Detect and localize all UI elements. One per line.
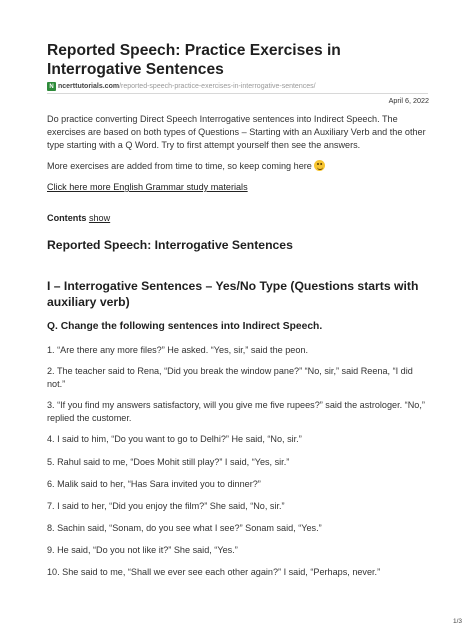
list-item: 8. Sachin said, “Sonam, do you see what I see?” Sonam said, “Yes.”: [47, 523, 322, 533]
grammar-materials-link[interactable]: Click here more English Grammar study materials: [47, 182, 248, 192]
more-exercises-note: [47, 160, 432, 173]
header-divider: [47, 93, 428, 94]
list-item: 5. Rahul said to me, “Does Mohit still play?” I said, “Yes, sir.”: [47, 457, 290, 467]
source-line[interactable]: [47, 82, 428, 91]
smiling-face-icon: [314, 160, 325, 171]
exercise-instruction: Q. Change the following sentences into Indirect Speech.: [47, 321, 323, 332]
contents-label: Contents: [47, 213, 87, 223]
list-item: 7. I said to her, “Did you enjoy the film?” She said, “No, sir.”: [47, 501, 285, 511]
list-item: 10. She said to me, “Shall we ever see each other again?” I said, “Perhaps, never.”: [47, 567, 381, 577]
list-item: 3. “If you find my answers satisfactory, will you give me five rupees?” said the astrologer. “No,” replied the customer.: [47, 400, 425, 423]
list-item: 1. “Are there any more files?” He asked. “Yes, sir,” said the peon.: [47, 345, 308, 355]
intro-paragraph: Do practice converting Direct Speech Interrogative sentences into Indirect Speech. The exercises are based on both types of Questions – Starting with an Auxiliary Verb and the other type starting with a Q Word. Try to first attempt yourself then see the answers.: [47, 114, 426, 151]
page-number: 1/3: [452, 618, 462, 625]
publish-date: April 6, 2022: [388, 96, 429, 105]
list-item: 6. Malik said to her, “Has Sara invited you to dinner?”: [47, 479, 261, 489]
section-heading: Reported Speech: Interrogative Sentences: [47, 238, 293, 252]
list-item: 9. He said, “Do you not like it?” She said, “Yes.”: [47, 545, 238, 555]
list-item: 2. The teacher said to Rena, “Did you break the window pane?” “No, sir,” said Reena, “I did not.”: [47, 366, 413, 389]
subsection-heading: I – Interrogative Sentences – Yes/No Type (Questions starts with auxiliary verb): [47, 279, 419, 309]
page-title: Reported Speech: Practice Exercises in Interrogative Sentences: [47, 42, 341, 78]
source-site[interactable]: ncerttutorials.com: [58, 83, 120, 90]
more-exercises-text: More exercises are added from time to time, so keep coming here: [47, 161, 312, 171]
list-item: 4. I said to him, “Do you want to go to Delhi?” He said, “No, sir.”: [47, 434, 302, 444]
contents-toggle-row: [47, 213, 110, 223]
site-logo-icon: N: [47, 82, 56, 91]
source-url-path[interactable]: /reported-speech-practice-exercises-in-interrogative-sentences/: [119, 83, 316, 90]
contents-show-link[interactable]: show: [88, 213, 111, 223]
